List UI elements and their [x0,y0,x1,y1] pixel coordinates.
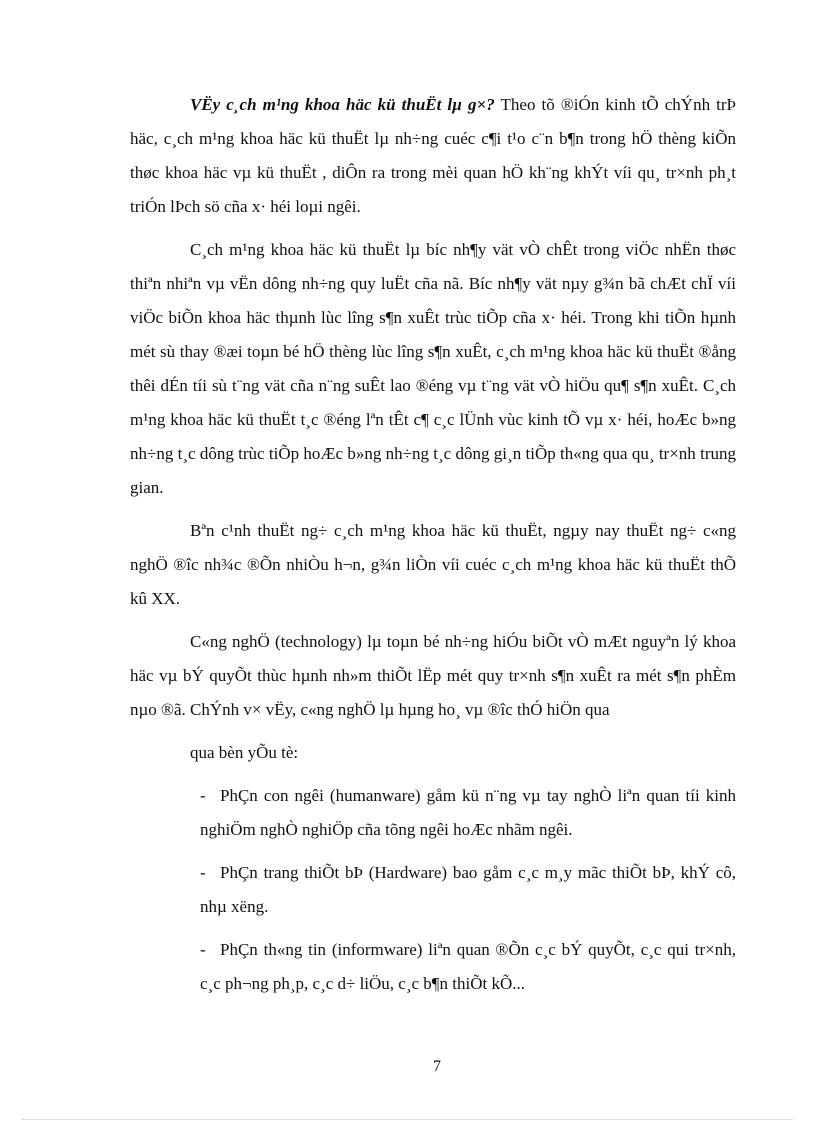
paragraph-4-text: C«ng nghÖ (technology) lµ toµn bé nh÷ng hiÓu biÕt vÒ mÆt nguyªn lý khoa häc vµ bÝ quyÕt thùc hµnh nh»m thiÕt lËp mét quy tr×nh s¶n xuÊt ra mét s¶n phÈm nµo ®ã. ChÝnh v× vËy, c«ng nghÖ lµ hµng ho¸ vµ ®îc thÓ hiÖn qua [130,632,736,719]
bullet-dash-3: - [200,940,206,959]
bullet-dash-1: - [200,786,206,805]
paragraph-3-text: Bªn c¹nh thuËt ng÷ c¸ch m¹ng khoa häc kü thuËt, ngµy nay thuËt ng÷ c«ng nghÖ ®îc nh¾c ®Õn nhiÒu h¬n, g¾n liÒn víi cuéc c¸ch m¹ng khoa häc kü thuËt thÕ kû XX. [130,521,736,608]
paragraph-1-lead: VËy c¸ch m¹ng khoa häc kü thuËt lµ g×? [190,95,495,114]
bullet-item-1 [200,779,736,847]
continuation-line: qua bèn yÕu tè: [190,743,299,762]
paragraph-3 [130,514,736,616]
page-number: 7 [433,1058,441,1075]
document-body [130,88,736,1010]
footer-divider [22,1119,794,1120]
paragraph-1-text: Theo tõ ®iÓn kinh tÕ chÝnh trÞ häc, c¸ch m¹ng khoa häc kü thuËt lµ nh÷ng cuéc c¶i t¹o c¨n b¶n trong hÖ thèng kiÕn thøc khoa häc vµ kü thuËt , diÔn ra trong mèi quan hÖ kh¨ng khÝt víi qu¸ tr×nh ph¸t triÓn lÞch sö cña x· héi loµi ngêi. [130,95,737,216]
bullet-dash-2: - [200,863,206,882]
paragraph-4 [130,625,736,727]
bullet-text-3: PhÇn th«ng tin (informware) liªn quan ®Õn c¸c bÝ quyÕt, c¸c qui tr×nh, c¸c ph¬ng ph¸p, c¸c d÷ liÖu, c¸c b¶n thiÕt kÕ... [200,940,736,993]
paragraph-2 [130,233,736,505]
bullet-text-2: PhÇn trang thiÕt bÞ (Hardware) bao gåm c¸c m¸y mãc thiÕt bÞ, khÝ cô, nhµ xëng. [200,863,736,916]
bullet-item-2 [200,856,736,924]
paragraph-1 [130,88,736,224]
bullet-item-3 [200,933,736,1001]
paragraph-2-text: C¸ch m¹ng khoa häc kü thuËt lµ bíc nh¶y vät vÒ chÊt trong viÖc nhËn thøc thiªn nhiªn vµ vËn dông nh÷ng quy luËt cña nã. Bíc nh¶y vät nµy g¾n bã chÆt chÏ víi viÖc biÕn khoa häc thµnh lùc lîng s¶n xuÊt trùc tiÕp cña x· héi. Trong khi tiÕn hµnh mét sù thay ®æi toµn bé hÖ thèng lùc lîng s¶n xuÊt, c¸ch m¹ng khoa häc kü thuËt ®ång thêi dÉn tíi sù t¨ng vät cña n¨ng suÊt lao ®éng vµ t¨ng vät vÒ hiÖu qu¶ s¶n xuÊt. C¸ch m¹ng khoa häc kü thuËt t¸c ®éng lªn tÊt c¶ c¸c lÜnh vùc kinh tÕ vµ x· héi, hoÆc b»ng nh÷ng t¸c dông trùc tiÕp hoÆc b»ng nh÷ng t¸c dông gi¸n tiÕp th«ng qua qu¸ tr×nh trung gian. [130,240,736,497]
bullet-text-1: PhÇn con ngêi (humanware) gåm kü n¨ng vµ tay nghÒ liªn quan tíi kinh nghiÖm nghÒ nghiÖp cña tõng ngêi hoÆc nhãm ngêi. [200,786,736,839]
